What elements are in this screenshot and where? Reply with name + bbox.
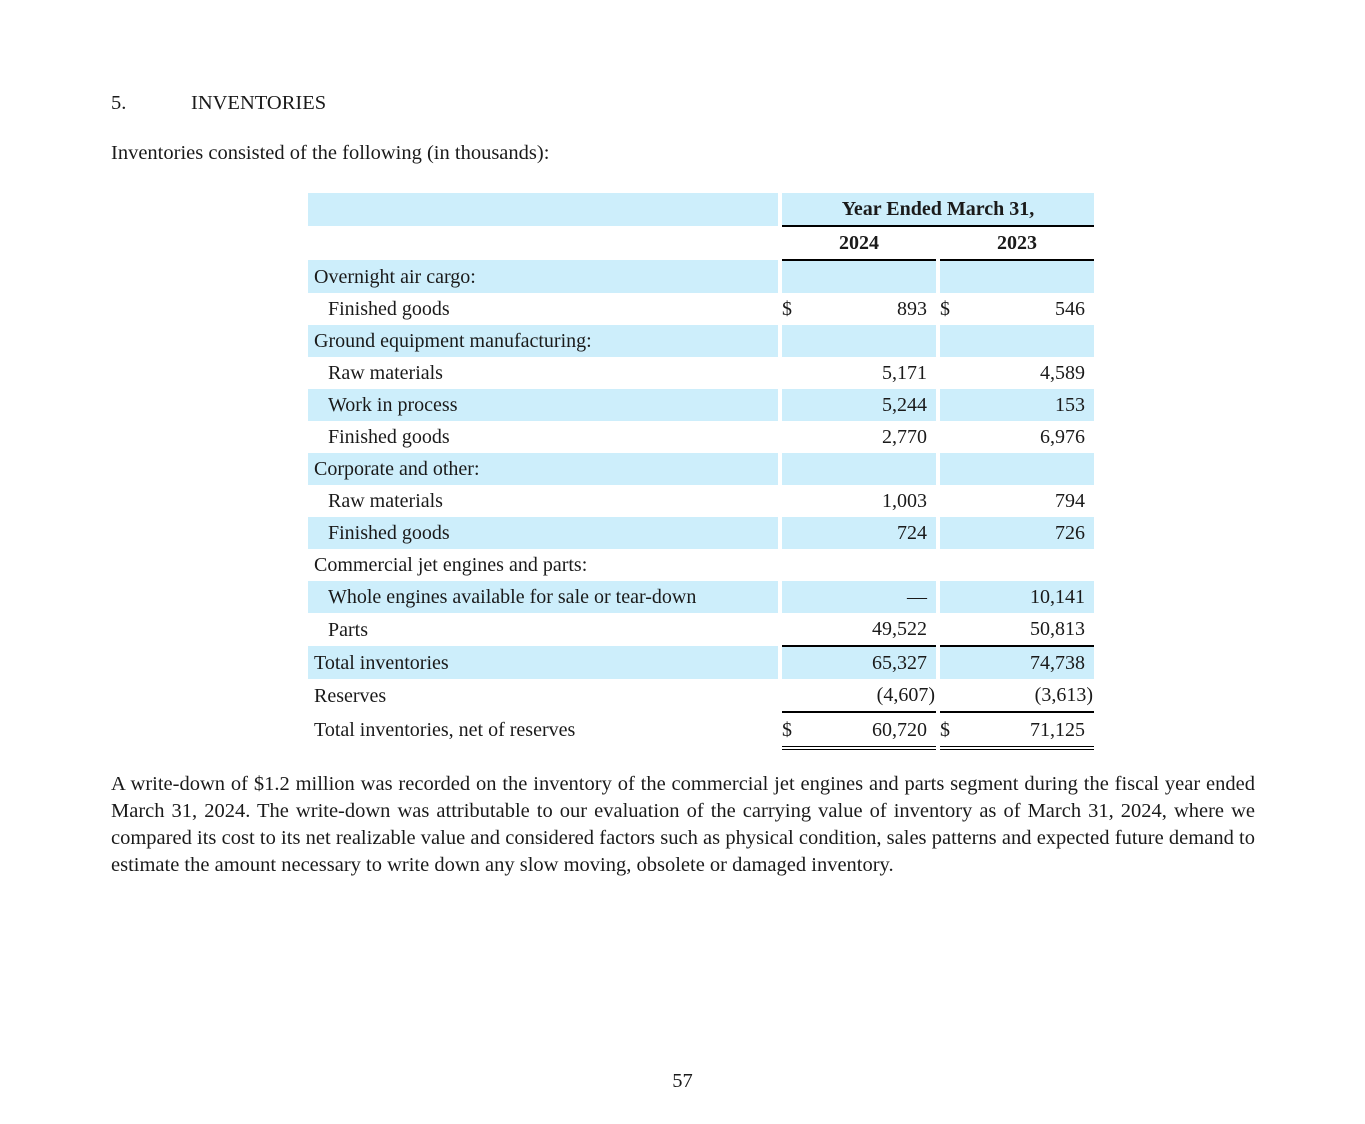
page-number: 57 — [672, 1070, 693, 1092]
row-label: Total inventories — [308, 646, 778, 679]
table-row — [308, 357, 1094, 389]
value-2024: (4,607) — [802, 679, 936, 712]
write-down-paragraph: A write-down of $1.2 million was recorded on the inventory of the commercial jet engines and parts segment during the fiscal year ended March 31, 2024. The write-down was attributable to our evaluation of the carrying value of inventory as of March 31, 2024, where we compared its cost to its net realizable value and considered factors such as physical condition, sales patterns and expected future demand to estimate the amount necessary to write down any slow moving, obsolete or damaged inventory. — [111, 773, 1255, 876]
row-label: Ground equipment manufacturing: — [308, 325, 778, 357]
table-row — [308, 517, 1094, 549]
row-label: Parts — [328, 618, 368, 641]
value-2023: (3,613) — [960, 679, 1094, 712]
value-2024: 5,171 — [882, 362, 927, 384]
currency-symbol: $ — [782, 298, 792, 320]
year-2023-header: 2023 — [940, 226, 1094, 260]
value-2023: 4,589 — [1040, 362, 1085, 384]
value-2024: 65,327 — [802, 646, 936, 679]
year-ended-header: Year Ended March 31, — [782, 193, 1094, 226]
value-2024: 893 — [897, 298, 927, 320]
table-header-row — [308, 193, 1094, 226]
row-label: Commercial jet engines and parts: — [314, 554, 588, 576]
section-title: INVENTORIES — [191, 92, 327, 114]
inventories-table — [308, 193, 1094, 750]
row-label: Raw materials — [328, 490, 443, 512]
table-row — [308, 613, 1094, 646]
table-row — [308, 293, 1094, 325]
section-heading — [111, 92, 326, 115]
table-row — [308, 646, 1094, 679]
value-2023: 794 — [1055, 490, 1085, 512]
row-label: Finished goods — [308, 517, 778, 549]
table-row — [308, 389, 1094, 421]
table-row — [308, 260, 1094, 293]
value-2024: 1,003 — [882, 490, 927, 512]
row-label: Overnight air cargo: — [308, 260, 778, 293]
currency-symbol: $ — [940, 298, 950, 320]
row-label: Raw materials — [328, 362, 443, 384]
table-row — [308, 325, 1094, 357]
value-2024: 49,522 — [802, 613, 936, 646]
intro-text: Inventories consisted of the following (in thousands): — [111, 142, 550, 164]
row-label: Finished goods — [328, 298, 450, 320]
table-row — [308, 679, 1094, 712]
currency-symbol: $ — [782, 712, 802, 748]
value-2024: 60,720 — [802, 712, 936, 748]
section-number: 5. — [111, 92, 127, 114]
value-2023: 726 — [960, 517, 1094, 549]
value-2023: 10,141 — [960, 581, 1094, 613]
currency-symbol: $ — [940, 712, 960, 748]
row-label: Work in process — [308, 389, 778, 421]
table-row — [308, 581, 1094, 613]
table-row-total — [308, 712, 1094, 748]
row-label: Reserves — [314, 684, 387, 707]
value-2024: 724 — [802, 517, 936, 549]
value-2023: 50,813 — [960, 613, 1094, 646]
table-years-row — [308, 226, 1094, 260]
row-label: Whole engines available for sale or tear-down — [308, 581, 778, 613]
value-2023: 74,738 — [960, 646, 1094, 679]
value-2024: 2,770 — [882, 426, 927, 448]
value-2024: 5,244 — [802, 389, 936, 421]
value-2024: — — [802, 581, 936, 613]
value-2023: 6,976 — [1040, 426, 1085, 448]
year-2024-header: 2024 — [782, 226, 936, 260]
row-label: Finished goods — [328, 426, 450, 448]
table-row — [308, 453, 1094, 485]
table-row — [308, 421, 1094, 453]
value-2023: 546 — [1055, 298, 1085, 320]
row-label: Corporate and other: — [308, 453, 778, 485]
value-2023: 71,125 — [960, 712, 1094, 748]
value-2023: 153 — [960, 389, 1094, 421]
row-label: Total inventories, net of reserves — [314, 719, 576, 741]
table-row — [308, 549, 1094, 581]
table-row — [308, 485, 1094, 517]
